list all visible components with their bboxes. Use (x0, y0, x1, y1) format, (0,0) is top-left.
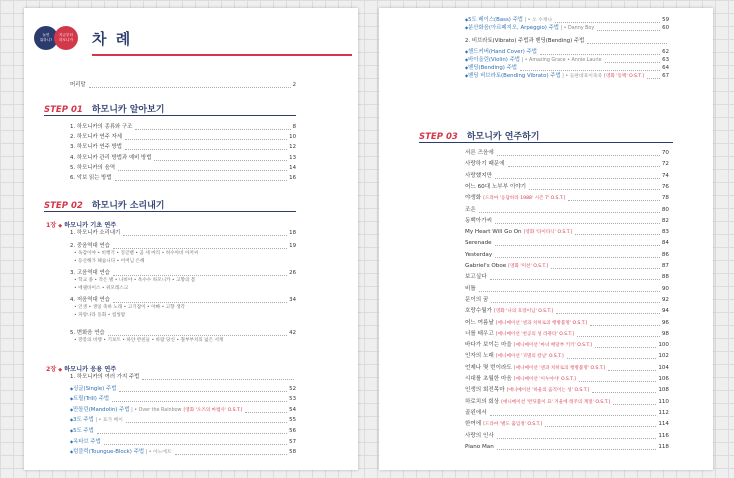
toc-entry[interactable] (70, 374, 296, 381)
source-note: [애니메이션 '귀멸의 칼날' O.S.T.] (495, 354, 564, 360)
leader-dots (520, 70, 660, 71)
toc-label: 서른 즈음에 (465, 150, 494, 156)
leader-dots (490, 415, 657, 416)
source-note: [영화 '타이타닉' O.S.T.] (523, 230, 573, 236)
toc-entry[interactable] (465, 387, 669, 394)
toc-label: 보고싶다 (465, 274, 487, 281)
leader-dots (575, 234, 660, 235)
leader-dots (490, 279, 660, 280)
diamond-icon: ◆ (58, 367, 63, 373)
leader-dots (113, 275, 287, 276)
book-badges (34, 26, 84, 52)
source-note: [영화 '오즈의 마법사' O.S.T.] (183, 407, 243, 413)
badge-1: 놀면 뭐하니? (34, 26, 58, 50)
step-01-heading (44, 102, 165, 115)
toc-entry[interactable] (465, 24, 669, 32)
toc-sub-songs: | • Amazing Grace • Annie Laurie (520, 58, 602, 63)
toc-label: 사랑의 인사 (465, 432, 494, 439)
leader-dots (479, 291, 660, 292)
leader-dots (118, 170, 287, 171)
toc-entry[interactable] (70, 243, 296, 250)
toc-label: 언제나 몇 번이라도 (465, 364, 512, 371)
badge-2: 지금부터 하모니카 (54, 26, 78, 50)
toc-page: 70 (661, 150, 669, 156)
leader-dots (592, 392, 656, 393)
leader-dots (126, 422, 287, 423)
toc-page: 112 (658, 409, 669, 416)
toc-page: 62 (662, 49, 669, 55)
toc-page: 83 (661, 229, 669, 236)
toc-label: 동백아가씨 (465, 217, 493, 224)
toc-entry[interactable] (465, 195, 669, 202)
toc-entry[interactable] (70, 270, 296, 277)
toc-entry[interactable] (70, 448, 296, 456)
step-title: 하모니카 연주하기 (466, 132, 540, 142)
toc-page: 14 (289, 164, 296, 171)
toc-entry[interactable] (70, 124, 296, 131)
leader-dots (113, 248, 287, 249)
toc-entry[interactable] (465, 433, 669, 440)
toc-entry[interactable] (70, 385, 296, 393)
source-note: [애니메이션 '천공의 성 라퓨타' O.S.T.] (495, 331, 574, 337)
leader-dots (125, 139, 287, 140)
toc-label: Gabriel's Oboe (465, 263, 507, 269)
leader-dots (497, 438, 657, 439)
toc-entry[interactable] (70, 395, 296, 403)
step-03-heading (419, 129, 540, 142)
toc-label: My Heart Will Go On (465, 229, 522, 236)
chapter-1-heading (46, 220, 116, 229)
source-note: [애니메이션 '마녀 배달부 키키' O.S.T.] (513, 343, 592, 349)
leader-dots (479, 212, 660, 213)
toc-page: 80 (661, 206, 669, 213)
toc-page: 64 (662, 65, 669, 71)
toc-label: ◆ 바이올린(Violin) 주법 | • Amazing Grace • Annie Laurie (465, 56, 602, 64)
leader-dots (590, 325, 660, 326)
step-tag: STEP (419, 132, 443, 142)
toc-label: 머리말 (70, 82, 86, 88)
toc-entry-preface[interactable] (70, 82, 296, 89)
toc-page: 55 (289, 417, 296, 424)
toc-page: 59 (662, 17, 669, 23)
toc-entry[interactable] (70, 155, 296, 162)
toc-entry[interactable] (465, 218, 669, 225)
toc-entry[interactable] (465, 252, 669, 259)
toc-entry[interactable] (465, 274, 669, 281)
toc-page: 87 (661, 263, 669, 269)
toc-sub-songs: | • Over the Rainbow (129, 407, 182, 413)
leader-dots (579, 381, 657, 382)
toc-page: 2 (292, 82, 296, 88)
right-page (379, 8, 713, 470)
source-note: [영화 '미션' O.S.T.] (508, 264, 548, 269)
leader-dots (508, 166, 660, 167)
toc-entry[interactable] (70, 134, 296, 141)
toc-sub-songs: | • 들판대표이죽죽 (560, 74, 603, 79)
toc-entry[interactable] (70, 165, 296, 172)
toc-entry[interactable] (465, 229, 669, 236)
step-divider (44, 211, 296, 212)
toc-entry[interactable] (465, 16, 669, 24)
leader-dots (125, 149, 287, 150)
toc-entry[interactable] (465, 331, 669, 338)
toc-page: 63 (662, 57, 669, 63)
toc-entry[interactable] (70, 330, 296, 337)
toc-page: 100 (658, 342, 669, 349)
leader-dots (568, 200, 659, 201)
leader-dots (577, 336, 660, 337)
toc-page: 94 (661, 308, 669, 315)
toc-entry[interactable] (465, 365, 669, 372)
leader-dots (495, 245, 660, 246)
step-title: 하모니카 소리내기 (91, 201, 165, 211)
toc-entry[interactable] (465, 161, 669, 168)
toc-page: 52 (289, 385, 296, 392)
toc-page: 58 (289, 449, 296, 456)
toc-label: 1. 하모니카의 여러 가지 주법 (70, 374, 140, 380)
leader-dots (491, 302, 659, 303)
toc-entry[interactable] (465, 376, 669, 383)
toc-page: 19 (289, 243, 296, 249)
source-note: [애니메이션 '센과 치히로의 행방불명' O.S.T.] (513, 365, 606, 371)
toc-entry[interactable] (70, 297, 296, 304)
step-tag: STEP (44, 201, 68, 211)
toc-label: 2. 중음역대 연습 (70, 243, 110, 249)
step-divider (44, 115, 296, 116)
leader-dots (123, 235, 287, 236)
source-note: [드라마 '응답하라 1988' 시즌 7' O.S.T.] (483, 196, 566, 202)
toc-page: 13 (289, 154, 296, 161)
toc-label: 인생의 회전목마 (465, 387, 505, 394)
toc-page: 72 (661, 161, 669, 168)
sub-song-list: • 깡봉의 비행 • 기보트 • 하얀 반친들 • 바람 당신 • 철부부치의 넓은 서계 (74, 338, 224, 343)
toc-page: 74 (661, 172, 669, 179)
toc-entry[interactable] (465, 320, 669, 327)
source-note: [애니메이션 '반딧불이 묘' 겨울에 레주의 계절' O.S.T.] (501, 399, 611, 405)
toc-page: 90 (661, 285, 669, 292)
toc-label: 문이의 꿈 (465, 296, 489, 303)
toc-label: 사랑하기 때문에 (465, 161, 505, 168)
leader-dots (497, 155, 660, 156)
sub-song-list: • 등산해가 헤습니다 • 어머님 은혜 (74, 259, 145, 264)
toc-page: 53 (289, 396, 296, 403)
toc-label: 골왼에서 (465, 409, 487, 416)
toc-page: 88 (661, 274, 669, 281)
toc-label: 비틀 (465, 285, 476, 292)
leader-dots (495, 257, 660, 258)
leader-dots (97, 433, 287, 434)
toc-label: 5. 변화음 연습 (70, 330, 105, 336)
toc-entry[interactable] (465, 56, 669, 64)
toc-entry[interactable] (465, 444, 669, 451)
toc-page: 60 (662, 25, 669, 31)
chapter-number: 2장 (46, 366, 57, 373)
toc-page: 57 (289, 438, 296, 445)
toc-label: Yesterday (465, 251, 493, 258)
toc-label: 1. 하모니카 소리내기 (70, 230, 121, 236)
leader-dots (608, 370, 656, 371)
sub-song-list: • 에델바이스 • 위모레스크 (74, 286, 129, 291)
leader-dots (495, 178, 660, 179)
step-number: 01 (70, 105, 83, 115)
toc-label: 3. 하모니카 연주 방법 (70, 144, 122, 151)
toc-sub-songs: | • 표가 베이 (93, 418, 123, 424)
toc-entry[interactable] (70, 406, 296, 414)
toc-page: 16 (289, 175, 296, 181)
toc-page: 67 (662, 73, 669, 79)
leader-dots (556, 313, 660, 314)
toc-label: 5. 하모니카의 음역 (70, 164, 116, 171)
toc-label: 1. 하모니카의 종류와 구조 (70, 124, 133, 130)
toc-entry[interactable] (465, 64, 669, 72)
toc-entry[interactable] (465, 297, 669, 304)
toc-label: 바다가 보이는 마을 (465, 342, 512, 349)
toc-page: 98 (661, 330, 669, 337)
toc-entry[interactable] (465, 48, 669, 56)
leader-dots (497, 449, 657, 450)
toc-label: 한여에 (465, 421, 482, 428)
leader-dots (587, 43, 667, 44)
step-title: 하모니카 알아보기 (91, 105, 165, 115)
toc-entry[interactable] (465, 72, 669, 80)
toc-page: 56 (289, 428, 296, 434)
toc-page: 96 (661, 319, 669, 326)
toc-label: 6. 악보 읽는 방법 (70, 175, 112, 181)
toc-entry[interactable] (465, 150, 669, 157)
chapter-title: 하모니카 기초 연주 (64, 222, 117, 229)
toc-label: ◆ 벤딩(Bending) 주법 (465, 64, 517, 72)
toc-page: 114 (658, 421, 669, 428)
toc-entry[interactable] (70, 144, 296, 151)
step-divider (419, 142, 673, 143)
toc-label: 호랑수월가 (465, 308, 493, 315)
toc-label: 3. 고음역대 연습 (70, 270, 110, 276)
toc-page: 82 (661, 217, 669, 224)
toc-entry[interactable] (465, 353, 669, 360)
chapter-title: 하모니카 응용 연주 (64, 366, 117, 373)
toc-label: 너를 태우고 (465, 330, 494, 337)
toc-entry[interactable] (465, 286, 669, 293)
toc-entry[interactable] (465, 421, 669, 428)
sub-song-list: • 학교 종 • 작은 별 • 나비야 • 옥수수 하모니카 • 고향의 봄 (74, 278, 196, 283)
source-note: [애니메이션 '하울의 움직이는 성' O.S.T.] (506, 388, 590, 394)
leader-dots (567, 358, 657, 359)
toc-label: ◆ 핸드커버(Hand Cover) 주법 (465, 48, 537, 56)
toc-entry[interactable] (70, 230, 296, 237)
toc-entry[interactable] (70, 438, 296, 446)
leader-dots (113, 302, 287, 303)
toc-label: 2. 비브라토(Vibrato) 주법과 벤딩(Bending) 주법 (465, 38, 585, 44)
leader-dots (142, 379, 294, 380)
toc-label: 조은 (465, 206, 476, 213)
toc-page: 78 (661, 195, 669, 202)
toc-page: 12 (289, 144, 296, 151)
leader-dots (605, 62, 661, 63)
toc-sub-songs: | • 오 수재나 (523, 18, 553, 23)
toc-page: 108 (658, 387, 669, 394)
step-number: 02 (70, 201, 83, 211)
toc-label: ◆ 트릴(Trill) 주법 (70, 395, 109, 403)
toc-page: 86 (661, 251, 669, 258)
chapter-number: 1장 (46, 222, 57, 229)
toc-label: 하로치의 회상 (465, 398, 500, 405)
toc-label: 사랑했지만 (465, 172, 493, 179)
page-title: 차 례 (92, 30, 133, 48)
toc-page: 18 (289, 230, 296, 236)
toc-entry[interactable] (465, 38, 669, 45)
leader-dots (555, 22, 660, 23)
toc-page: 102 (658, 353, 669, 360)
toc-label: 어느 여름날 (465, 319, 494, 326)
leader-dots (104, 444, 287, 445)
source-note: [애니메이션 '이누야샤' O.S.T.] (513, 377, 576, 382)
toc-label: ◆ 만돌린(Mandolin) 주법 | • Over the Rainbow (70, 406, 181, 414)
leader-dots (597, 30, 660, 31)
toc-label: 시대를 초월한 마음 (465, 376, 512, 382)
toc-label: ◆ 벤딩 비브라토(Bending Vibrato) 주법 | • 들판대표이죽죽 (465, 72, 602, 80)
toc-page: 116 (658, 432, 669, 439)
leader-dots (119, 391, 287, 392)
toc-label: ◆ 텅블럭(Toungue-Block) 주법 | • 아노에트 (70, 448, 172, 456)
toc-entry[interactable] (70, 175, 296, 182)
toc-label: ◆ 5도 주법 (70, 427, 94, 435)
source-note: [영화 '동백' O.S.T.] (604, 74, 644, 79)
toc-page: 110 (658, 398, 669, 405)
toc-page: 92 (661, 296, 669, 303)
toc-entry[interactable] (465, 308, 669, 315)
toc-page: 76 (661, 183, 669, 190)
chapter-2-heading (46, 364, 116, 373)
leader-dots (595, 347, 656, 348)
leader-dots (175, 454, 288, 455)
toc-label: Serenade (465, 240, 492, 247)
toc-entry[interactable] (465, 399, 669, 406)
leader-dots (245, 412, 287, 413)
toc-page: 34 (289, 297, 296, 303)
leader-dots (613, 404, 656, 405)
sub-song-list: • 독감이야 • 비행기 • 징글벨 • 곰 세 마리 • 허수아비 아저씨 (74, 251, 199, 256)
toc-label: 4. 하모니카 관리 방법과 예비 방법 (70, 154, 152, 161)
leader-dots (545, 426, 656, 427)
leader-dots (112, 401, 287, 402)
title-divider (92, 54, 352, 56)
step-tag: STEP (44, 105, 68, 115)
toc-page: 118 (658, 443, 669, 450)
leader-dots (529, 189, 660, 190)
toc-label: 인자의 노래 (465, 353, 494, 360)
toc-entry[interactable] (70, 427, 296, 435)
toc-entry[interactable] (465, 184, 669, 191)
toc-entry[interactable] (465, 207, 669, 214)
source-note: [영화 '나의 호랑이님' O.S.T.] (494, 309, 554, 315)
toc-entry[interactable] (465, 240, 669, 247)
source-note: [애니메이션 '센과 치히로의 행방불명' O.S.T.] (495, 320, 588, 326)
toc-page: 42 (289, 330, 296, 336)
toc-label: 야생화 (465, 195, 482, 202)
toc-label: 4. 저음역대 연습 (70, 297, 110, 303)
toc-entry[interactable] (465, 410, 669, 417)
leader-dots (89, 87, 291, 88)
diamond-icon: ◆ (58, 223, 63, 229)
toc-label: Piano Man (465, 443, 494, 450)
toc-sub-songs: | • 아노에트 (144, 450, 172, 456)
toc-label: 어느 60대 노부부 이야기 (465, 183, 527, 190)
toc-page: 10 (289, 134, 296, 141)
toc-page: 104 (658, 364, 669, 371)
leader-dots (540, 54, 660, 55)
left-page (24, 8, 358, 470)
step-number: 03 (445, 132, 458, 142)
toc-page: 26 (289, 270, 296, 276)
leader-dots (551, 268, 660, 269)
toc-label: ◆ 5도 베이스(Bass) 주법 | • 오 수재나 (465, 16, 552, 24)
source-note: [드라마 '별도 출입정' O.S.T.] (483, 422, 543, 428)
leader-dots (495, 223, 660, 224)
leader-dots (647, 78, 660, 79)
leader-dots (108, 335, 288, 336)
toc-page: 8 (292, 124, 296, 130)
sub-song-list: • 파랑나라 동화 • 썸씽밤 (74, 313, 126, 318)
leader-dots (115, 180, 288, 181)
toc-label: ◆ 분산화음(아르페지오, Arpeggio) 주법 | • Danny Boy (465, 24, 594, 32)
toc-entry[interactable] (465, 173, 669, 180)
toc-page: 54 (289, 406, 296, 413)
toc-label: ◆ 옥타브 주법 (70, 438, 101, 446)
sub-song-list: • 인생 • 생일 축하 노래 • 고기잡이 • 아빠 • 고향 생각 (74, 305, 185, 310)
toc-entry[interactable] (465, 342, 669, 349)
toc-entry[interactable] (465, 263, 669, 270)
leader-dots (154, 160, 287, 161)
toc-label: 2. 하모니카 연주 자세 (70, 134, 122, 141)
toc-sub-songs: | • Danny Boy (559, 26, 595, 31)
toc-label: ◆ 싱글(Single) 주법 (70, 385, 116, 393)
toc-label: ◆ 3도 주법 | • 표가 베이 (70, 416, 123, 424)
leader-dots (135, 129, 290, 130)
toc-page: 106 (658, 376, 669, 382)
toc-entry[interactable] (70, 416, 296, 424)
toc-page: 84 (661, 240, 669, 247)
step-02-heading (44, 198, 165, 211)
